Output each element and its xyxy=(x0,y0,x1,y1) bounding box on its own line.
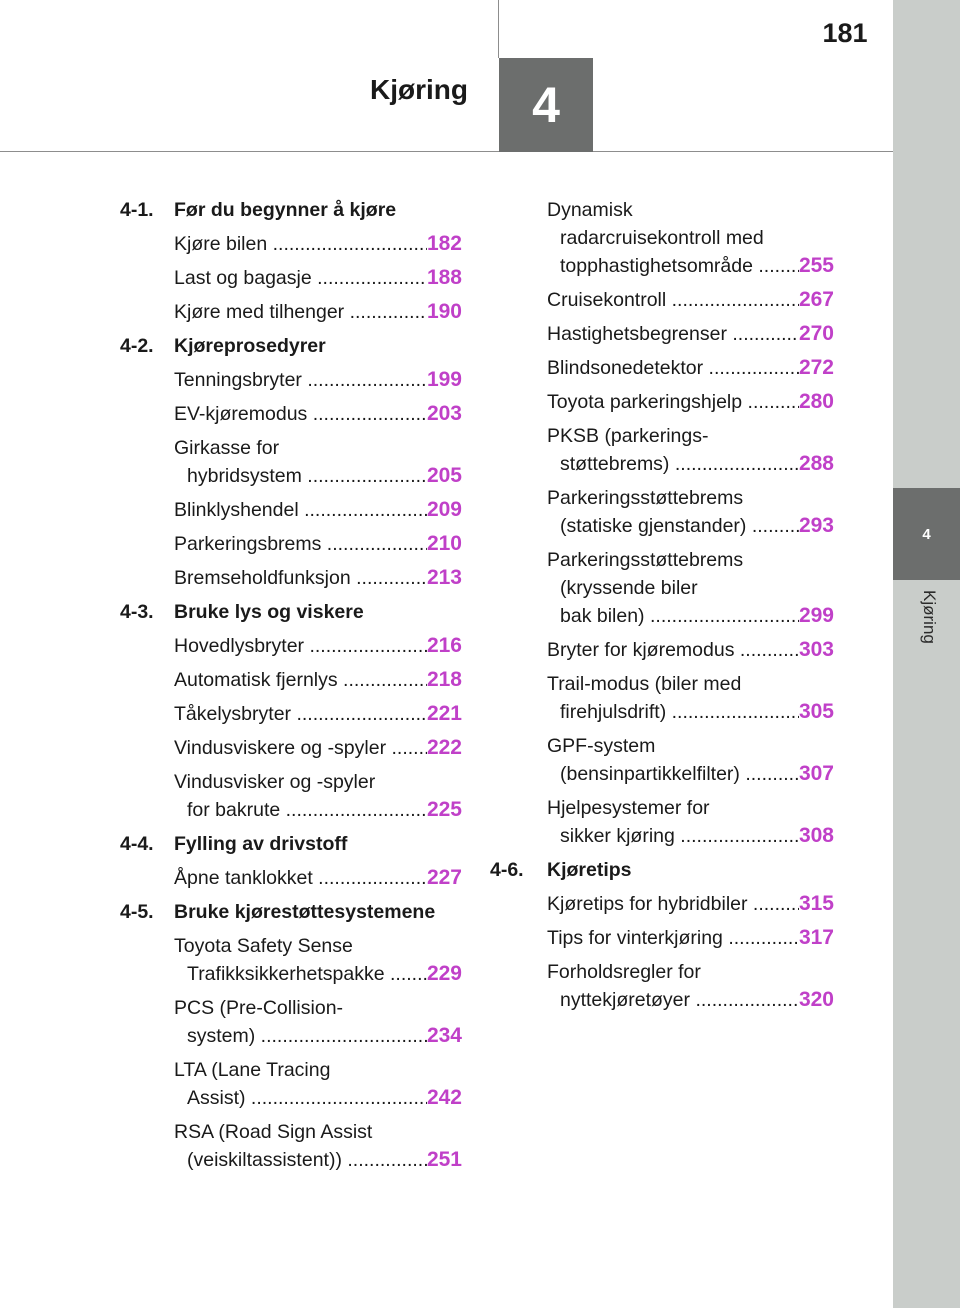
toc-entry-title-line: bak bilen) ..... xyxy=(547,602,799,630)
toc-section-number: 4-5. xyxy=(120,901,154,923)
toc-right-column xyxy=(490,196,834,1020)
toc-entry-title: Bremseholdfunksjon ..... xyxy=(174,564,427,592)
toc-entry[interactable] xyxy=(490,286,834,314)
toc-entry[interactable] xyxy=(490,890,834,918)
toc-entry-title-line: for bakrute ..... xyxy=(174,796,427,824)
toc-entry[interactable] xyxy=(120,932,462,988)
toc-entry-title: Kjøre bilen ..... xyxy=(174,230,427,258)
toc-entry-page-link[interactable]: 213 xyxy=(426,566,462,589)
toc-entry-title-line: GPF-system xyxy=(547,735,656,757)
toc-section-title: Kjøreprosedyrer xyxy=(174,335,326,357)
toc-entry-title: Åpne tanklokket ..... xyxy=(174,864,427,892)
toc-entry[interactable] xyxy=(120,1118,462,1174)
toc-entry-title-line: radarcruisekontroll med xyxy=(560,227,764,249)
toc-entry[interactable] xyxy=(490,958,834,1014)
toc-entry-page-link[interactable]: 305 xyxy=(798,700,834,723)
side-tab-number: 4 xyxy=(893,488,960,580)
toc-entry-title-line: Toyota Safety Sense xyxy=(174,935,353,957)
toc-entry-page-link[interactable]: 293 xyxy=(798,514,834,537)
toc-entry-page-link[interactable]: 303 xyxy=(798,638,834,661)
toc-entry[interactable] xyxy=(120,400,462,428)
toc-entry-page-link[interactable]: 272 xyxy=(798,356,834,379)
toc-entry[interactable] xyxy=(490,484,834,540)
page-number: 181 xyxy=(822,18,868,48)
toc-entry[interactable] xyxy=(120,700,462,728)
toc-section-number: 4-1. xyxy=(120,199,154,221)
toc-entry-page-link[interactable]: 188 xyxy=(426,266,462,289)
toc-entry-page-link[interactable]: 199 xyxy=(426,368,462,391)
toc-entry[interactable] xyxy=(120,564,462,592)
toc-entry-page-link[interactable]: 218 xyxy=(426,668,462,691)
toc-entry[interactable] xyxy=(120,864,462,892)
toc-entry-title-line: (statiske gjenstander) ..... xyxy=(547,512,799,540)
toc-entry[interactable] xyxy=(120,768,462,824)
toc-entry-title: EV-kjøremodus ..... xyxy=(174,400,427,428)
toc-entry-title-line: Girkasse for xyxy=(174,437,280,459)
toc-entry-page-link[interactable]: 205 xyxy=(426,464,462,487)
toc-entry-page-link[interactable]: 251 xyxy=(426,1148,462,1171)
toc-section-title: Bruke kjørestøttesystemene xyxy=(174,901,436,923)
toc-entry-page-link[interactable]: 222 xyxy=(426,736,462,759)
toc-entry-title-line: hybridsystem ..... xyxy=(174,462,427,490)
toc-entry-title xyxy=(547,484,799,540)
toc-entry-title-line: Trail-modus (biler med xyxy=(547,673,742,695)
toc-section-heading xyxy=(120,598,462,626)
toc-entry-title-line: topphastighetsområde ..... xyxy=(547,252,799,280)
toc-section-heading xyxy=(120,898,462,926)
toc-section-number: 4-6. xyxy=(490,859,524,881)
toc-entry-title: Automatisk fjernlys ..... xyxy=(174,666,427,694)
toc-entry-page-link[interactable]: 267 xyxy=(798,288,834,311)
toc-entry-page-link[interactable]: 203 xyxy=(426,402,462,425)
toc-entry-page-link[interactable]: 299 xyxy=(798,604,834,627)
toc-entry-title: Parkeringsbrems ..... xyxy=(174,530,427,558)
toc-entry-title-line: LTA (Lane Tracing xyxy=(174,1059,331,1081)
toc-entry-page-link[interactable]: 270 xyxy=(798,322,834,345)
toc-entry[interactable] xyxy=(490,422,834,478)
toc-entry-title-line: (kryssende biler xyxy=(560,577,698,599)
toc-entry-page-link[interactable]: 288 xyxy=(798,452,834,475)
toc-left-column xyxy=(120,196,462,1180)
toc-entry-page-link[interactable]: 225 xyxy=(426,798,462,821)
toc-entry-title xyxy=(547,732,799,788)
toc-entry-page-link[interactable]: 255 xyxy=(798,254,834,277)
chapter-title: Kjøring xyxy=(370,74,468,105)
toc-entry-page-link[interactable]: 307 xyxy=(798,762,834,785)
toc-entry[interactable] xyxy=(120,496,462,524)
toc-entry-title: Tåkelysbryter ..... xyxy=(174,700,427,728)
toc-entry-title-line: Trafikksikkerhetspakke ..... xyxy=(174,960,427,988)
toc-entry-title xyxy=(547,794,799,850)
side-tab-label: Kjøring xyxy=(920,590,939,644)
toc-entry-title-line: nyttekjøretøyer ..... xyxy=(547,986,799,1014)
toc-entry[interactable] xyxy=(120,264,462,292)
toc-entry[interactable] xyxy=(120,994,462,1050)
toc-entry[interactable] xyxy=(490,636,834,664)
toc-entry-title: Vindusviskere og -spyler ..... xyxy=(174,734,427,762)
toc-entry[interactable] xyxy=(120,666,462,694)
toc-entry-title-line: system) ..... xyxy=(174,1022,427,1050)
toc-section-number: 4-4. xyxy=(120,833,154,855)
chapter-number-box: 4 xyxy=(499,58,593,152)
side-tab xyxy=(893,0,960,1308)
toc-entry[interactable] xyxy=(490,670,834,726)
toc-entry-title-line: Parkeringsstøttebrems xyxy=(547,549,744,571)
toc-entry[interactable] xyxy=(490,794,834,850)
toc-entry[interactable] xyxy=(490,388,834,416)
toc-entry-title: Tenningsbryter ..... xyxy=(174,366,427,394)
toc-entry-page-link[interactable]: 182 xyxy=(426,232,462,255)
toc-entry-title-line: firehjulsdrift) ..... xyxy=(547,698,799,726)
toc-entry-title-line: (bensinpartikkelfilter) ..... xyxy=(547,760,799,788)
toc-entry-title-line: Dynamisk xyxy=(547,199,633,221)
toc-entry-page-link[interactable]: 221 xyxy=(426,702,462,725)
toc-entry-title: Bryter for kjøremodus ..... xyxy=(547,636,799,664)
toc-entry-title xyxy=(174,1056,427,1112)
toc-entry[interactable] xyxy=(490,732,834,788)
toc-entry[interactable] xyxy=(120,366,462,394)
toc-entry[interactable] xyxy=(120,734,462,762)
toc-entry-title xyxy=(547,670,799,726)
toc-entry-title-line: Parkeringsstøttebrems xyxy=(547,487,744,509)
toc-entry-page-link[interactable]: 320 xyxy=(798,988,834,1011)
toc-entry-page-link[interactable]: 242 xyxy=(426,1086,462,1109)
toc-entry-title: Kjøretips for hybridbiler ..... xyxy=(547,890,799,918)
toc-entry[interactable] xyxy=(120,230,462,258)
toc-entry-title: Blindsonedetektor ..... xyxy=(547,354,799,382)
toc-section-number: 4-3. xyxy=(120,601,154,623)
toc-section-title: Bruke lys og viskere xyxy=(174,601,364,623)
toc-entry-title: Blinklyshendel ..... xyxy=(174,496,427,524)
toc-entry-title: Cruisekontroll ..... xyxy=(547,286,799,314)
toc-entry-title: Last og bagasje ..... xyxy=(174,264,427,292)
toc-entry-title: Toyota parkeringshjelp ..... xyxy=(547,388,799,416)
toc-entry-title xyxy=(547,422,799,478)
toc-entry-title-line: Assist) ..... xyxy=(174,1084,427,1112)
toc-entry-title xyxy=(547,546,799,630)
toc-entry-title xyxy=(174,932,427,988)
toc-entry-title-line: støttebrems) ..... xyxy=(547,450,799,478)
toc-entry-page-link[interactable]: 234 xyxy=(426,1024,462,1047)
toc-entry[interactable] xyxy=(120,1056,462,1112)
toc-entry-title-line: (veiskiltassistent)) ..... xyxy=(174,1146,427,1174)
toc-entry-title-line: Vindusvisker og -spyler xyxy=(174,771,376,793)
toc-section-heading xyxy=(120,196,462,224)
toc-entry[interactable] xyxy=(490,320,834,348)
toc-entry-title xyxy=(547,196,799,280)
toc-entry[interactable] xyxy=(120,434,462,490)
toc-entry-page-link[interactable]: 210 xyxy=(426,532,462,555)
header-vertical-rule xyxy=(498,0,499,58)
toc-section-title: Kjøretips xyxy=(547,859,632,881)
toc-section-heading xyxy=(490,856,834,884)
toc-entry-title xyxy=(547,958,799,1014)
toc-entry-page-link[interactable]: 227 xyxy=(426,866,462,889)
toc-entry-title: Hastighetsbegrenser ..... xyxy=(547,320,799,348)
toc-entry[interactable] xyxy=(490,546,834,630)
toc-entry-title: Kjøre med tilhenger ..... xyxy=(174,298,427,326)
header-horizontal-rule xyxy=(0,151,893,152)
toc-entry-title: Tips for vinterkjøring ..... xyxy=(547,924,799,952)
toc-section-title: Før du begynner å kjøre xyxy=(174,199,397,221)
toc-section-heading xyxy=(120,830,462,858)
toc-entry-title-line: Forholdsregler for xyxy=(547,961,701,983)
toc-entry-page-link[interactable]: 280 xyxy=(798,390,834,413)
toc-entry[interactable] xyxy=(490,196,834,280)
toc-entry-title-line: Hjelpesystemer for xyxy=(547,797,710,819)
toc-entry-page-link[interactable]: 190 xyxy=(426,300,462,323)
toc-entry-title xyxy=(174,768,427,824)
toc-entry[interactable] xyxy=(120,298,462,326)
toc-entry-title-line: PKSB (parkerings- xyxy=(547,425,709,447)
toc-entry-title-line: PCS (Pre-Collision- xyxy=(174,997,344,1019)
toc-section-number: 4-2. xyxy=(120,335,154,357)
toc-entry-page-link[interactable]: 209 xyxy=(426,498,462,521)
toc-entry-title: Hovedlysbryter ..... xyxy=(174,632,427,660)
toc-entry-page-link[interactable]: 216 xyxy=(426,634,462,657)
toc-section-heading xyxy=(120,332,462,360)
toc-entry-title xyxy=(174,994,427,1050)
toc-entry-title-line: sikker kjøring ..... xyxy=(547,822,799,850)
toc-entry[interactable] xyxy=(120,632,462,660)
toc-entry-title xyxy=(174,434,427,490)
toc-entry-title xyxy=(174,1118,427,1174)
toc-entry[interactable] xyxy=(490,354,834,382)
toc-entry-page-link[interactable]: 229 xyxy=(426,962,462,985)
toc-entry-page-link[interactable]: 308 xyxy=(798,824,834,847)
toc-entry[interactable] xyxy=(490,924,834,952)
toc-entry[interactable] xyxy=(120,530,462,558)
toc-section-title: Fylling av drivstoff xyxy=(174,833,348,855)
toc-entry-page-link[interactable]: 315 xyxy=(798,892,834,915)
toc-entry-title-line: RSA (Road Sign Assist xyxy=(174,1121,373,1143)
toc-entry-page-link[interactable]: 317 xyxy=(798,926,834,949)
